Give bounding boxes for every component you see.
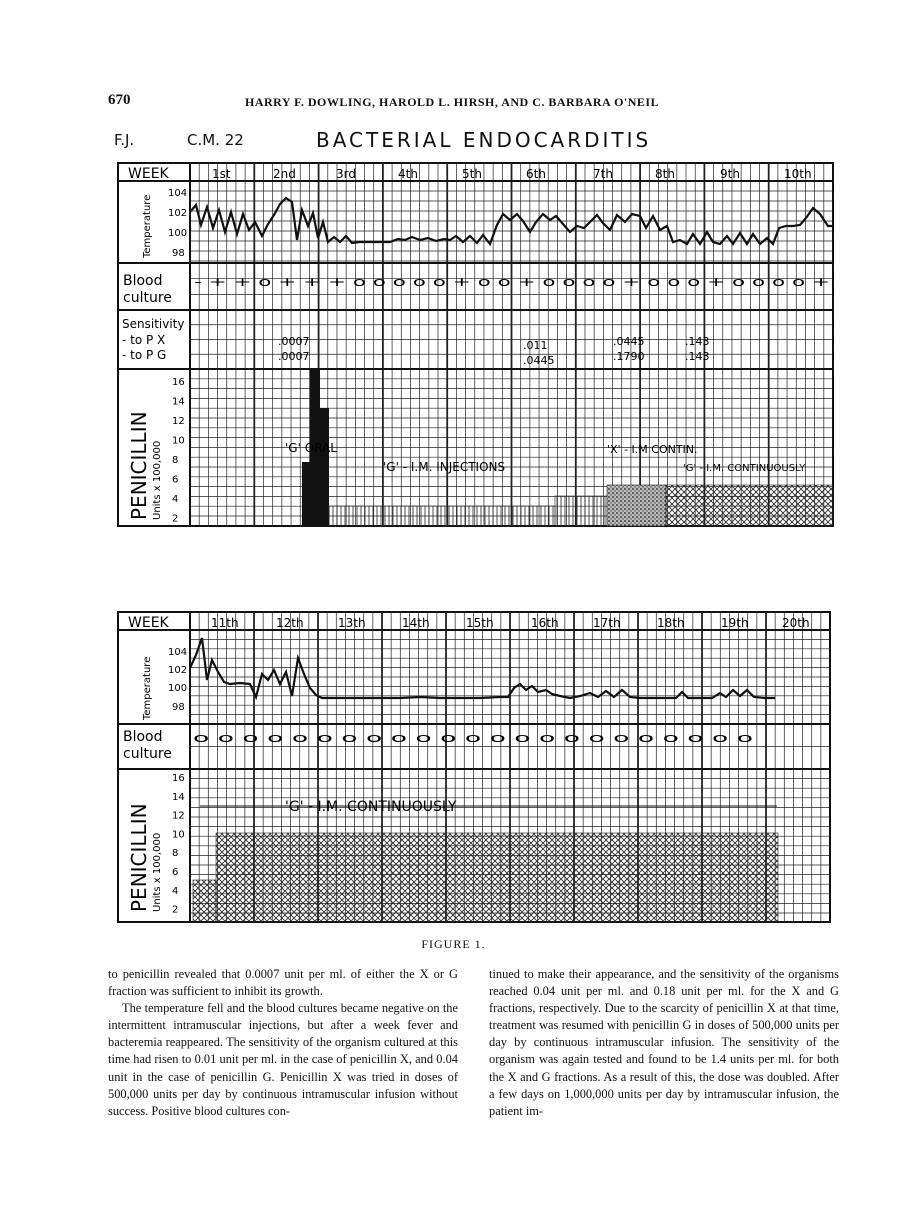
sens-pg-value-3: .1790	[613, 350, 645, 363]
dose-bar-oral-1	[302, 462, 310, 526]
week-label-8: 8th	[655, 167, 675, 181]
temperature-label-panel-2: Temperature	[142, 656, 153, 720]
culture-label: culture	[123, 290, 172, 306]
temp-tick-100: 100	[168, 228, 188, 239]
temp-tick-100-p2: 100	[168, 683, 188, 694]
blood-label-panel-2: Blood	[123, 729, 163, 745]
week-label-2: 2nd	[273, 167, 296, 181]
annotation-g-oral: 'G' ORAL	[285, 441, 337, 455]
week-label-11: 11th	[211, 616, 239, 630]
week-label-12: 12th	[276, 616, 304, 630]
temp-tick-104: 104	[168, 188, 188, 199]
sensitivity-label: Sensitivity	[122, 317, 185, 331]
dose-tick-14: 14	[172, 791, 185, 803]
dose-bar-oral-3	[320, 408, 329, 526]
week-label-3: 3rd	[336, 167, 356, 181]
body-paragraph-3: tinued to make their appearance, and the sensitivity of the organisms reached 0.04 unit per ml. and 0.18 unit per ml. for the X and G fractions, respectively. Due to the scarcity of penicillin X at that time, treatment was resumed with penicillin G in doses of 500,000 units per day by continuous intramuscular infusion. The sensitivity of the organism was again tested and found to be 1.4 units per ml. for both the X and G fractions. As a result of this, the dose was doubled. After a few days on 1,000,000 units per day by intramuscular infusion, the patient im-	[489, 967, 839, 1118]
temp-tick-98: 98	[172, 248, 185, 259]
temp-tick-102-p2: 102	[168, 665, 188, 676]
dose-tick-12: 12	[172, 416, 185, 427]
dose-tick-2: 2	[172, 513, 179, 525]
sensitivity-pg-label: - to P G	[122, 348, 167, 362]
week-label-10: 10th	[784, 167, 812, 181]
week-label-5: 5th	[462, 167, 482, 181]
dose-tick-4: 4	[172, 494, 179, 505]
annotation-x-im-contin: 'X' - I.M CONTIN.	[607, 443, 698, 456]
sens-px-value-3: .0445	[613, 335, 645, 348]
week-label-20: 20th	[782, 616, 810, 630]
page-number: 670	[108, 92, 131, 108]
dose-tick-12: 12	[172, 810, 185, 822]
figure-title: BACTERIAL ENDOCARDITIS	[316, 128, 652, 152]
week-label-16: 16th	[531, 616, 559, 630]
annotation-g-im-injections: 'G' - I.M. INJECTIONS	[383, 460, 506, 474]
figure-caption: FIGURE 1.	[421, 937, 486, 951]
dose-tick-2: 2	[172, 904, 179, 916]
sens-pg-value-2: .0445	[523, 354, 555, 367]
week-label-7: 7th	[593, 167, 613, 181]
culture-label-panel-2: culture	[123, 746, 172, 762]
patient-initials: F.J.	[114, 131, 135, 149]
sens-pg-value-4: .143	[685, 350, 710, 363]
dose-tick-10: 10	[172, 435, 185, 447]
penicillin-label: PENICILLIN	[127, 411, 151, 520]
penicillin-units-label: Units x 100,000	[152, 440, 163, 520]
week-label-19: 19th	[721, 616, 749, 630]
week-label-6: 6th	[526, 167, 546, 181]
dose-tick-10: 10	[172, 829, 185, 841]
dose-bar-im-injections-2	[555, 496, 607, 526]
annotation-g-im-continuously-2: 'G' - I.M. CONTINUOUSLY	[285, 799, 457, 815]
penicillin-units-label-panel-2: Units x 100,000	[152, 832, 163, 912]
sens-px-value-4: .143	[685, 335, 710, 348]
dose-tick-8: 8	[172, 848, 179, 860]
dose-tick-14: 14	[172, 396, 185, 408]
week-label-9: 9th	[720, 167, 740, 181]
annotation-g-im-continuously-1: 'G' - I.M. CONTINUOUSLY	[683, 463, 806, 474]
panel-1	[118, 163, 833, 526]
penicillin-label-panel-2: PENICILLIN	[127, 803, 151, 912]
dose-tick-16: 16	[172, 377, 185, 388]
panel-2	[118, 612, 830, 922]
week-label-15: 15th	[466, 616, 494, 630]
week-label: WEEK	[128, 166, 169, 182]
week-label-4: 4th	[398, 167, 418, 181]
dose-bar-g-continuous-start	[193, 880, 216, 922]
blood-culture-results-panel-1: - + + o + + + o o o o o + o o + o o o o + o o o + o o o o +	[194, 275, 830, 289]
dose-tick-4: 4	[172, 885, 179, 897]
week-label-14: 14th	[402, 616, 430, 630]
body-paragraph-2: The temperature fell and the blood cultures became negative on the intermittent intramuscular injections, but after a week fever and bacteremia reappeared. The sensitivity of the organism cultured at this time had risen to 0.01 unit per ml. in the case of penicillin X, and 0.04 unit in the case of penicillin G. Penicillin X was tried in doses of 500,000 units per day by continuous intramuscular infusion without success. Positive blood cultures con-	[108, 1001, 458, 1118]
temp-tick-102: 102	[168, 208, 188, 219]
panel-1-dose-ticks	[172, 377, 185, 525]
body-paragraph-1: to penicillin revealed that 0.0007 unit per ml. of either the X or G fraction was sufficient to inhibit its growth.	[108, 967, 458, 999]
temp-tick-104-p2: 104	[168, 647, 188, 658]
week-label-1: 1st	[212, 167, 231, 181]
dose-tick-6: 6	[172, 867, 179, 878]
dose-tick-8: 8	[172, 455, 179, 466]
week-label-17: 17th	[593, 616, 621, 630]
week-label-panel-2: WEEK	[128, 615, 169, 631]
dose-tick-16: 16	[172, 773, 185, 784]
temperature-label: Temperature	[142, 194, 153, 258]
sens-px-value-1: .0007	[278, 335, 310, 348]
sensitivity-px-label: - to P X	[122, 333, 166, 347]
blood-label: Blood	[123, 273, 163, 289]
body-column-left	[108, 966, 458, 1120]
running-head-authors: HARRY F. DOWLING, HAROLD L. HIRSH, AND C. BARBARA O'NEIL	[245, 95, 660, 109]
dose-bar-x-continuous	[607, 485, 666, 526]
dose-bar-g-continuous-doubled	[216, 833, 778, 922]
temp-tick-98-p2: 98	[172, 702, 185, 713]
blood-culture-results-panel-2: o o o o o o o o o o o o o o o o o o o o o o o	[193, 731, 753, 745]
sens-px-value-2: .011	[523, 339, 548, 352]
week-label-13: 13th	[338, 616, 366, 630]
dose-bar-im-injections	[329, 506, 555, 526]
dose-bar-g-continuous	[666, 485, 833, 526]
sens-pg-value-1: .0007	[278, 350, 310, 363]
dose-tick-6: 6	[172, 474, 179, 486]
week-label-18: 18th	[657, 616, 685, 630]
panel-2-dose-ticks	[172, 773, 185, 916]
body-column-right	[489, 966, 839, 1120]
case-number: C.M. 22	[187, 131, 244, 149]
